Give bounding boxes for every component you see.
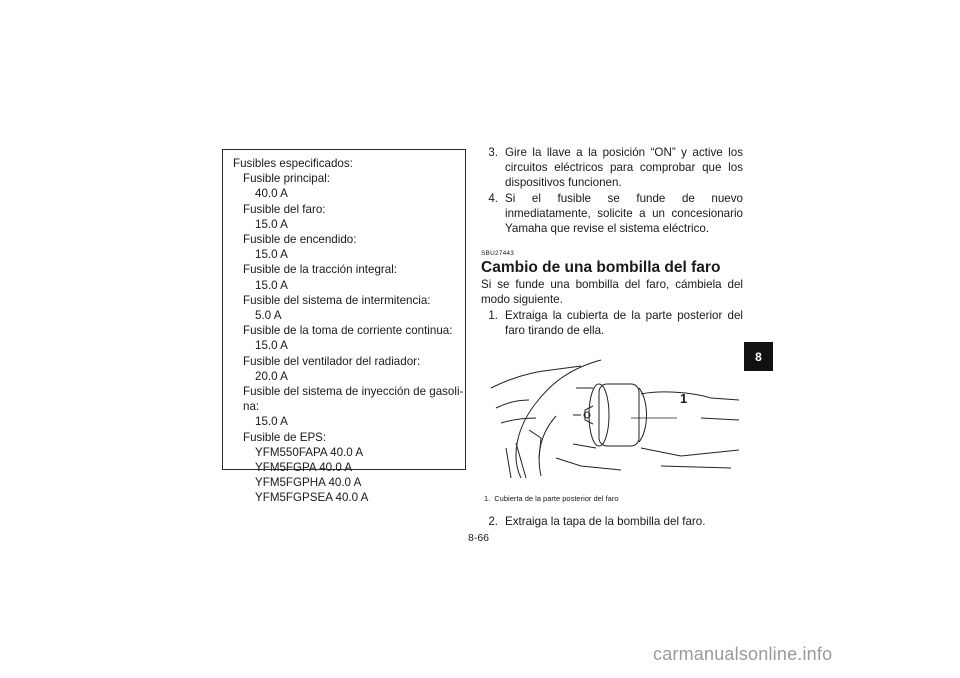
step-text: Extraiga la tapa de la bombilla del faro. <box>505 515 706 529</box>
step-item <box>481 191 743 237</box>
caption-text: Cubierta de la parte posterior del faro <box>494 494 619 504</box>
fuse-value: 15.0 A <box>255 415 288 429</box>
fuse-label: Fusible de EPS: <box>243 430 327 444</box>
caption-number: 1. <box>484 494 491 504</box>
step-number: 3. <box>488 146 498 159</box>
step-item <box>481 145 743 191</box>
step-item <box>481 514 743 529</box>
step-text: Gire la llave a la posición “ON” y active los circuitos eléctricos para comprobar que los dispositivos funcionen. <box>505 146 743 190</box>
fuse-label: Fusible del sistema de intermitencia: <box>243 293 431 307</box>
chapter-tab: 8 <box>744 342 773 371</box>
figure-callout-number: 1 <box>680 391 688 407</box>
fuse-value: 15.0 A <box>255 339 288 353</box>
section-ref-code: SBU27443 <box>481 250 515 258</box>
fuse-label: Fusible de la tracción integral: <box>243 263 398 277</box>
fuse-value: 15.0 A <box>255 278 288 292</box>
watermark-text: carmanualsonline.info <box>653 644 833 664</box>
section-intro: Si se funde una bombilla del faro, cámbiela del modo siguiente. <box>481 278 743 307</box>
fuse-value: 15.0 A <box>255 248 288 262</box>
step-text: Extraiga la cubierta de la parte posterior del faro tirando de ella. <box>505 308 743 337</box>
section-title: Cambio de una bombilla del faro <box>481 259 721 277</box>
fuse-label-continued: na: <box>243 400 260 414</box>
fuse-value: 40.0 A <box>255 187 288 201</box>
fuse-label: Fusible de encendido: <box>243 233 357 247</box>
step-number: 1. <box>488 308 498 322</box>
fuse-label: Fusible de la toma de corriente continua: <box>243 324 453 338</box>
fuse-value: 5.0 A <box>255 309 282 323</box>
step-number: 4. <box>488 191 498 205</box>
fuse-model-value: YFM5FGPHA 40.0 A <box>255 476 362 490</box>
page-number: 8-66 <box>468 532 490 544</box>
step-item <box>481 308 743 338</box>
headlight-figure <box>481 348 743 488</box>
headlight-illustration <box>481 348 743 488</box>
fuse-spec-heading: Fusibles especificados: <box>233 157 353 170</box>
step-number: 2. <box>488 515 498 529</box>
fuse-label: Fusible principal: <box>243 172 330 186</box>
fuse-label: Fusible del sistema de inyección de gasoli- <box>243 385 464 399</box>
figure-caption <box>481 494 743 504</box>
step-text: Si el fusible se funde de nuevo inmediatamente, solicite a un concesionario Yamaha que revise el sistema eléctrico. <box>505 191 743 236</box>
fuse-model-value: YFM5FGPSEA 40.0 A <box>255 491 369 505</box>
fuse-label: Fusible del ventilador del radiador: <box>243 354 421 368</box>
fuse-spec-box <box>222 149 466 505</box>
fuse-value: 15.0 A <box>255 217 288 231</box>
fuse-label: Fusible del faro: <box>243 202 326 216</box>
fuse-model-value: YFM5FGPA 40.0 A <box>255 461 353 475</box>
fuse-value: 20.0 A <box>255 369 288 383</box>
right-column <box>481 145 743 529</box>
fuse-model-value: YFM550FAPA 40.0 A <box>255 445 364 459</box>
